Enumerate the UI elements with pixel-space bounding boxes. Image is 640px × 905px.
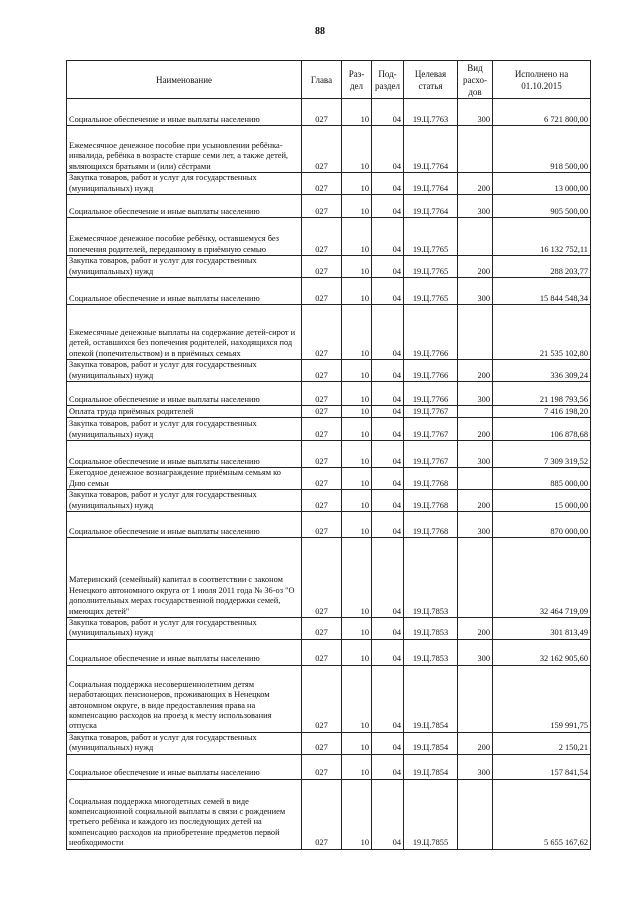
row-section: 10 bbox=[342, 256, 372, 278]
row-expense-type bbox=[458, 779, 493, 849]
row-amount: 21 535 102,80 bbox=[493, 305, 591, 360]
row-expense-type: 200 bbox=[458, 732, 493, 754]
row-target-article: 19.Ц.7767 bbox=[404, 418, 458, 441]
row-amount: 5 655 167,62 bbox=[493, 779, 591, 849]
row-target-article: 19.Ц.7853 bbox=[404, 639, 458, 665]
row-section: 10 bbox=[342, 278, 372, 305]
row-section: 10 bbox=[342, 468, 372, 490]
row-target-article: 19.Ц.7764 bbox=[404, 173, 458, 195]
row-target-article: 19.Ц.7765 bbox=[404, 256, 458, 278]
row-expense-type: 300 bbox=[458, 382, 493, 406]
budget-table bbox=[66, 60, 591, 850]
row-name: Социальное обеспечение и иные выплаты населению bbox=[67, 512, 302, 538]
row-name: Социальное обеспечение и иные выплаты населению bbox=[67, 639, 302, 665]
row-amount: 6 721 800,00 bbox=[493, 99, 591, 126]
row-expense-type bbox=[458, 126, 493, 173]
row-subsection: 04 bbox=[372, 256, 404, 278]
row-chapter: 027 bbox=[302, 512, 342, 538]
row-section: 10 bbox=[342, 406, 372, 418]
row-section: 10 bbox=[342, 512, 372, 538]
row-name: Закупка товаров, работ и услуг для государственных (муниципальных) нужд bbox=[67, 173, 302, 195]
row-name: Закупка товаров, работ и услуг для государственных (муниципальных) нужд bbox=[67, 418, 302, 441]
row-chapter: 027 bbox=[302, 418, 342, 441]
row-name: Ежегодное денежное вознаграждение приёмным семьям ко Дню семьи bbox=[67, 468, 302, 490]
row-name: Ежемесячное денежное пособие ребёнку, оставшемуся без попечения родителей, переданному в приёмную семью bbox=[67, 218, 302, 256]
row-target-article: 19.Ц.7768 bbox=[404, 512, 458, 538]
header-target-article: Целевая статья bbox=[404, 61, 458, 99]
row-chapter: 027 bbox=[302, 779, 342, 849]
header-section: Раз-дел bbox=[342, 61, 372, 99]
row-amount: 15 844 548,34 bbox=[493, 278, 591, 305]
row-chapter: 027 bbox=[302, 468, 342, 490]
row-amount: 885 000,00 bbox=[493, 468, 591, 490]
row-subsection: 04 bbox=[372, 360, 404, 382]
table-row bbox=[67, 418, 591, 441]
row-name: Материнский (семейный) капитал в соответствии с законом Ненецкого автономного округа от 1 июля 2011 года № 36-оз "О дополнительных мерах государственной поддержки семей, имеющих детей" bbox=[67, 538, 302, 618]
row-target-article: 19.Ц.7854 bbox=[404, 732, 458, 754]
row-subsection: 04 bbox=[372, 665, 404, 732]
row-section: 10 bbox=[342, 218, 372, 256]
row-subsection: 04 bbox=[372, 99, 404, 126]
row-section: 10 bbox=[342, 732, 372, 754]
row-amount: 16 132 752,11 bbox=[493, 218, 591, 256]
row-name: Закупка товаров, работ и услуг для государственных (муниципальных) нужд bbox=[67, 732, 302, 754]
row-name: Ежемесячные денежные выплаты на содержание детей-сирот и детей, оставшихся без попечения родителей, находящихся под опекой (попечительством) и в приёмных семьях bbox=[67, 305, 302, 360]
row-chapter: 027 bbox=[302, 305, 342, 360]
table-row bbox=[67, 195, 591, 218]
row-expense-type bbox=[458, 468, 493, 490]
row-amount: 301 813,49 bbox=[493, 618, 591, 640]
row-expense-type: 300 bbox=[458, 441, 493, 468]
row-expense-type: 300 bbox=[458, 754, 493, 779]
row-target-article: 19.Ц.7767 bbox=[404, 406, 458, 418]
table-row bbox=[67, 218, 591, 256]
table-row bbox=[67, 99, 591, 126]
row-expense-type bbox=[458, 218, 493, 256]
row-target-article: 19.Ц.7853 bbox=[404, 538, 458, 618]
row-chapter: 027 bbox=[302, 360, 342, 382]
row-target-article: 19.Ц.7765 bbox=[404, 218, 458, 256]
row-chapter: 027 bbox=[302, 173, 342, 195]
row-chapter: 027 bbox=[302, 256, 342, 278]
row-subsection: 04 bbox=[372, 382, 404, 406]
row-amount: 918 500,00 bbox=[493, 126, 591, 173]
table-row bbox=[67, 382, 591, 406]
row-chapter: 027 bbox=[302, 618, 342, 640]
row-name: Социальное обеспечение и иные выплаты населению bbox=[67, 99, 302, 126]
table-row bbox=[67, 173, 591, 195]
row-section: 10 bbox=[342, 195, 372, 218]
row-subsection: 04 bbox=[372, 126, 404, 173]
header-subsection: Под-раздел bbox=[372, 61, 404, 99]
row-amount: 106 878,68 bbox=[493, 418, 591, 441]
row-expense-type: 300 bbox=[458, 278, 493, 305]
row-section: 10 bbox=[342, 490, 372, 512]
row-subsection: 04 bbox=[372, 732, 404, 754]
row-chapter: 027 bbox=[302, 382, 342, 406]
table-row bbox=[67, 490, 591, 512]
row-amount: 7 416 198,20 bbox=[493, 406, 591, 418]
row-chapter: 027 bbox=[302, 218, 342, 256]
row-section: 10 bbox=[342, 126, 372, 173]
row-chapter: 027 bbox=[302, 406, 342, 418]
row-expense-type bbox=[458, 665, 493, 732]
table-row bbox=[67, 406, 591, 418]
row-name: Социальное обеспечение и иные выплаты населению bbox=[67, 441, 302, 468]
row-section: 10 bbox=[342, 754, 372, 779]
row-chapter: 027 bbox=[302, 639, 342, 665]
row-amount: 7 309 319,52 bbox=[493, 441, 591, 468]
row-amount: 159 991,75 bbox=[493, 665, 591, 732]
table-row bbox=[67, 732, 591, 754]
row-expense-type bbox=[458, 305, 493, 360]
row-target-article: 19.Ц.7767 bbox=[404, 441, 458, 468]
row-amount: 2 150,21 bbox=[493, 732, 591, 754]
row-subsection: 04 bbox=[372, 490, 404, 512]
row-section: 10 bbox=[342, 418, 372, 441]
row-amount: 870 000,00 bbox=[493, 512, 591, 538]
row-name: Ежемесячное денежное пособие при усыновлении ребёнка-инвалида, ребёнка в возрасте старше семи лет, а также детей, являющихся братьями и (или) сёстрами bbox=[67, 126, 302, 173]
header-executed: Исполнено на 01.10.2015 bbox=[493, 61, 591, 99]
row-chapter: 027 bbox=[302, 195, 342, 218]
row-expense-type bbox=[458, 406, 493, 418]
row-chapter: 027 bbox=[302, 732, 342, 754]
row-name: Социальное обеспечение и иные выплаты населению bbox=[67, 754, 302, 779]
row-subsection: 04 bbox=[372, 779, 404, 849]
row-target-article: 19.Ц.7766 bbox=[404, 360, 458, 382]
row-target-article: 19.Ц.7855 bbox=[404, 779, 458, 849]
row-target-article: 19.Ц.7768 bbox=[404, 468, 458, 490]
row-subsection: 04 bbox=[372, 512, 404, 538]
row-section: 10 bbox=[342, 382, 372, 406]
row-subsection: 04 bbox=[372, 754, 404, 779]
page-number: 88 bbox=[315, 26, 325, 37]
row-subsection: 04 bbox=[372, 218, 404, 256]
table-row bbox=[67, 512, 591, 538]
table-row bbox=[67, 618, 591, 640]
row-subsection: 04 bbox=[372, 278, 404, 305]
row-chapter: 027 bbox=[302, 538, 342, 618]
row-subsection: 04 bbox=[372, 305, 404, 360]
row-expense-type: 200 bbox=[458, 360, 493, 382]
row-subsection: 04 bbox=[372, 639, 404, 665]
row-subsection: 04 bbox=[372, 468, 404, 490]
row-section: 10 bbox=[342, 665, 372, 732]
row-expense-type: 200 bbox=[458, 418, 493, 441]
row-section: 10 bbox=[342, 779, 372, 849]
table-row bbox=[67, 468, 591, 490]
row-target-article: 19.Ц.7766 bbox=[404, 382, 458, 406]
row-expense-type: 300 bbox=[458, 195, 493, 218]
row-expense-type: 300 bbox=[458, 99, 493, 126]
row-subsection: 04 bbox=[372, 195, 404, 218]
table-row bbox=[67, 665, 591, 732]
row-amount: 336 309,24 bbox=[493, 360, 591, 382]
row-chapter: 027 bbox=[302, 665, 342, 732]
row-subsection: 04 bbox=[372, 406, 404, 418]
row-subsection: 04 bbox=[372, 173, 404, 195]
row-name: Социальная поддержка многодетных семей в виде компенсационной социальной выплаты в связи с рождением третьего ребёнка и каждого из последующих детей на компенсацию расходов на приобретение предметов первой необходимости bbox=[67, 779, 302, 849]
table-row bbox=[67, 126, 591, 173]
row-name: Закупка товаров, работ и услуг для государственных (муниципальных) нужд bbox=[67, 618, 302, 640]
header-expense-type: Вид расхо-дов bbox=[458, 61, 493, 99]
table-body bbox=[67, 99, 591, 850]
row-name: Социальное обеспечение и иные выплаты населению bbox=[67, 278, 302, 305]
row-name: Социальная поддержка несовершеннолетним детям неработающих пенсионеров, проживающих в Ненецком автономном округе, в виде предоставления права на компенсацию расходов на проезд к месту использования отпуска bbox=[67, 665, 302, 732]
row-target-article: 19.Ц.7766 bbox=[404, 305, 458, 360]
row-section: 10 bbox=[342, 639, 372, 665]
row-expense-type: 200 bbox=[458, 173, 493, 195]
row-subsection: 04 bbox=[372, 618, 404, 640]
row-name: Социальное обеспечение и иные выплаты населению bbox=[67, 382, 302, 406]
row-section: 10 bbox=[342, 360, 372, 382]
row-chapter: 027 bbox=[302, 278, 342, 305]
row-target-article: 19.Ц.7763 bbox=[404, 99, 458, 126]
row-chapter: 027 bbox=[302, 99, 342, 126]
table-header-row bbox=[67, 61, 591, 99]
row-expense-type: 300 bbox=[458, 639, 493, 665]
table-row bbox=[67, 441, 591, 468]
row-amount: 15 000,00 bbox=[493, 490, 591, 512]
row-chapter: 027 bbox=[302, 490, 342, 512]
row-target-article: 19.Ц.7764 bbox=[404, 126, 458, 173]
table-row bbox=[67, 779, 591, 849]
row-chapter: 027 bbox=[302, 754, 342, 779]
row-amount: 32 464 719,09 bbox=[493, 538, 591, 618]
row-subsection: 04 bbox=[372, 441, 404, 468]
row-target-article: 19.Ц.7853 bbox=[404, 618, 458, 640]
row-target-article: 19.Ц.7854 bbox=[404, 665, 458, 732]
row-target-article: 19.Ц.7765 bbox=[404, 278, 458, 305]
header-chapter: Глава bbox=[302, 61, 342, 99]
table-row bbox=[67, 360, 591, 382]
table-row bbox=[67, 754, 591, 779]
row-amount: 32 162 905,60 bbox=[493, 639, 591, 665]
row-amount: 905 500,00 bbox=[493, 195, 591, 218]
table-row bbox=[67, 278, 591, 305]
row-section: 10 bbox=[342, 173, 372, 195]
row-subsection: 04 bbox=[372, 538, 404, 618]
row-name: Оплата труда приёмных родителей bbox=[67, 406, 302, 418]
row-expense-type: 200 bbox=[458, 618, 493, 640]
table-row bbox=[67, 538, 591, 618]
row-target-article: 19.Ц.7854 bbox=[404, 754, 458, 779]
row-amount: 288 203,77 bbox=[493, 256, 591, 278]
row-chapter: 027 bbox=[302, 441, 342, 468]
table-row bbox=[67, 639, 591, 665]
row-chapter: 027 bbox=[302, 126, 342, 173]
row-name: Закупка товаров, работ и услуг для государственных (муниципальных) нужд bbox=[67, 360, 302, 382]
row-expense-type: 200 bbox=[458, 490, 493, 512]
row-section: 10 bbox=[342, 441, 372, 468]
row-target-article: 19.Ц.7768 bbox=[404, 490, 458, 512]
row-expense-type: 300 bbox=[458, 512, 493, 538]
row-amount: 21 198 793,56 bbox=[493, 382, 591, 406]
row-expense-type: 200 bbox=[458, 256, 493, 278]
row-name: Социальное обеспечение и иные выплаты населению bbox=[67, 195, 302, 218]
table-row bbox=[67, 305, 591, 360]
table-row bbox=[67, 256, 591, 278]
row-target-article: 19.Ц.7764 bbox=[404, 195, 458, 218]
row-section: 10 bbox=[342, 618, 372, 640]
header-name: Наименование bbox=[67, 61, 302, 99]
row-name: Закупка товаров, работ и услуг для государственных (муниципальных) нужд bbox=[67, 490, 302, 512]
row-name: Закупка товаров, работ и услуг для государственных (муниципальных) нужд bbox=[67, 256, 302, 278]
row-subsection: 04 bbox=[372, 418, 404, 441]
row-section: 10 bbox=[342, 305, 372, 360]
row-section: 10 bbox=[342, 538, 372, 618]
row-expense-type bbox=[458, 538, 493, 618]
row-amount: 13 000,00 bbox=[493, 173, 591, 195]
row-amount: 157 841,54 bbox=[493, 754, 591, 779]
row-section: 10 bbox=[342, 99, 372, 126]
